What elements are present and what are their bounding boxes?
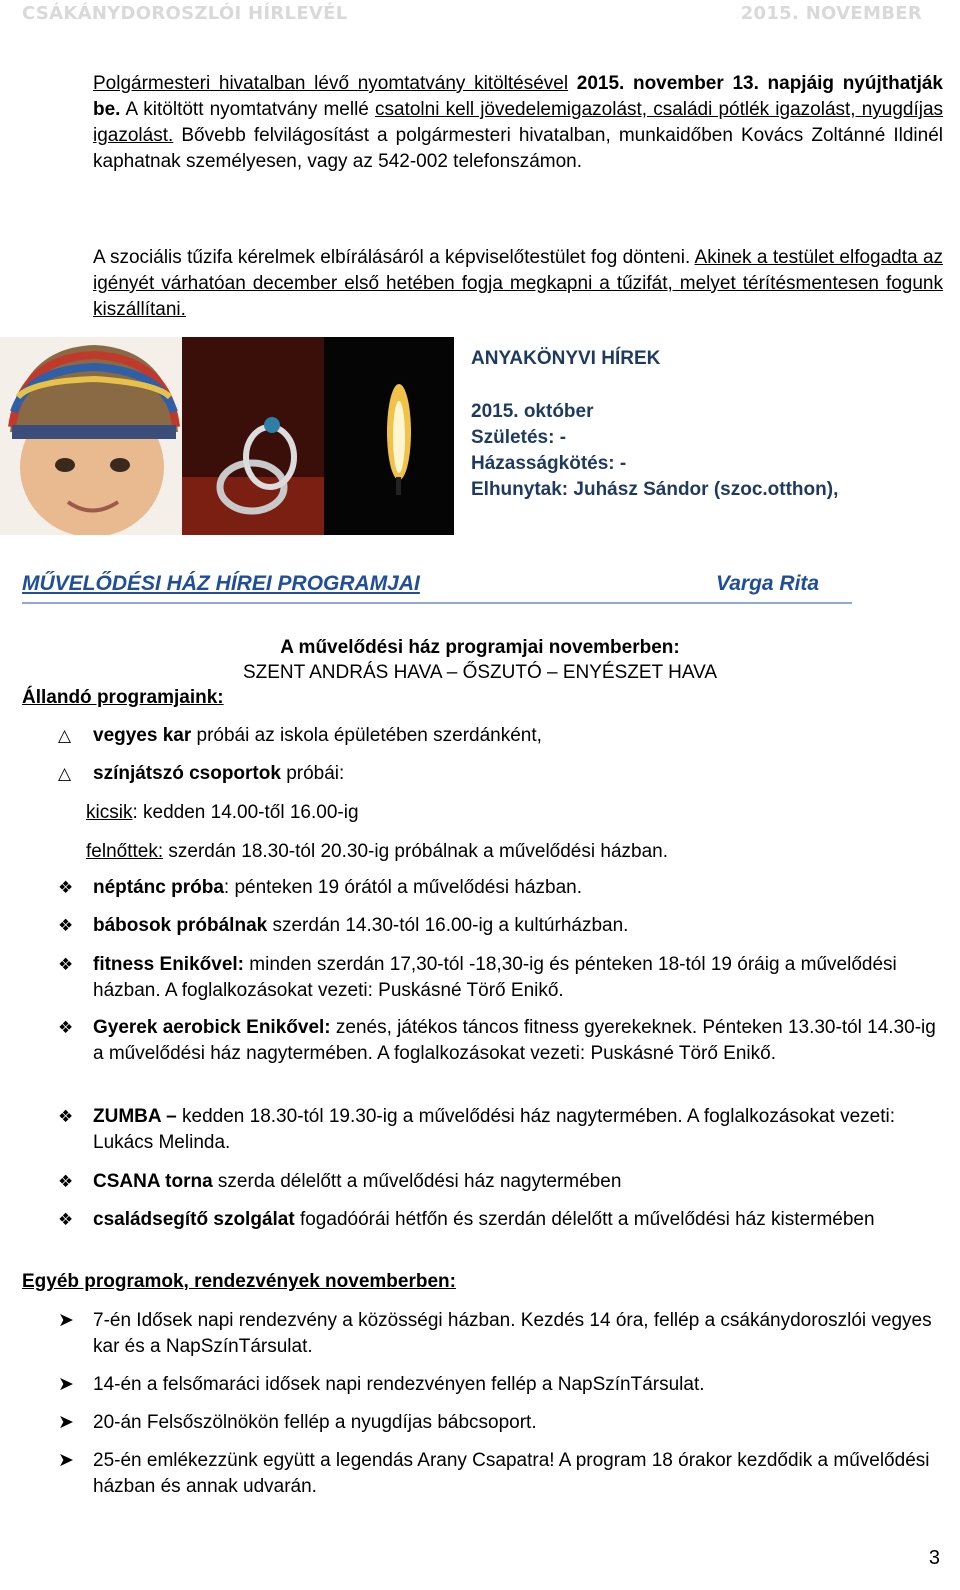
registry-death: Elhunytak: Juhász Sándor (szoc.otthon), <box>471 479 839 500</box>
candle-photo <box>324 337 454 535</box>
firewood-delivery: Akinek a testület elfogadta az igényét várhatóan december első hetében fogja megkapni a tűzifát, melyet térítésmentesen fogunk kiszállítani. <box>93 247 944 320</box>
program-detail: próbái az iskola épületében szerdánként, <box>191 725 542 746</box>
month-names: SZENT ANDRÁS HAVA – ŐSZUTÓ – ENYÉSZET HAVA <box>242 662 718 683</box>
section-divider <box>22 602 852 604</box>
diamond-bullet-icon: ❖ <box>58 955 74 974</box>
culture-house-title: MŰVELŐDÉSI HÁZ HÍREI PROGRAMJAI <box>22 572 420 595</box>
program-item <box>93 913 943 939</box>
program-name: Gyerek aerobick Enikővel: <box>93 1017 331 1038</box>
program-name: CSANA torna <box>93 1171 213 1192</box>
program-item <box>93 1169 943 1195</box>
permanent-programs-heading: Állandó programjaink: <box>22 687 224 708</box>
program-name: családsegítő szolgálat <box>93 1209 295 1230</box>
intro-attachments: csatolni kell jövedelemigazolást, családi pótlék igazolást, nyugdíjas igazolást. <box>93 99 944 146</box>
intro-attach-text: A kitöltött nyomtatvány mellé <box>125 99 369 120</box>
arrow-bullet-icon: ➤ <box>58 1310 74 1331</box>
registry-marriage: Házasságkötés: - <box>471 453 627 474</box>
culture-house-author: Varga Rita <box>716 572 820 595</box>
intro-paragraph <box>93 71 943 175</box>
page-header <box>0 0 960 30</box>
program-item <box>93 875 943 901</box>
diamond-bullet-icon: ❖ <box>58 878 74 897</box>
arrow-bullet-icon: ➤ <box>58 1450 74 1471</box>
peak-bullet-icon: △ <box>58 764 72 783</box>
diamond-bullet-icon: ❖ <box>58 1172 74 1191</box>
group-label: kicsik <box>86 802 133 823</box>
program-detail: fogadóórái hétfőn és szerdán délelőtt a művelődési ház kistermében <box>294 1209 875 1230</box>
program-name: fitness Enikővel: <box>93 954 244 975</box>
registry-birth: Születés: - <box>471 427 567 448</box>
program-name: bábosok próbálnak <box>93 915 268 936</box>
diamond-bullet-icon: ❖ <box>58 916 74 935</box>
program-name: néptánc próba <box>93 877 224 898</box>
program-name: ZUMBA – <box>93 1106 177 1127</box>
intro-deadline: 2015. november 13. napjáig nyújthatják be. <box>93 73 943 120</box>
program-name: színjátszó csoportok <box>93 763 281 784</box>
group-label: felnőttek: <box>86 841 164 862</box>
registry-month: 2015. október <box>471 401 594 422</box>
program-item <box>93 1104 943 1156</box>
event-item: 14-én a felsőmaráci idősek napi rendezvényen fellép a NapSzínTársulat. <box>93 1374 705 1395</box>
program-detail: szerdán 14.30-tól 16.00-ig a kultúrházban. <box>267 915 629 936</box>
diamond-bullet-icon: ❖ <box>58 1107 74 1126</box>
program-detail: szerda délelőtt a művelődési ház nagytermében <box>212 1171 622 1192</box>
peak-bullet-icon: △ <box>58 726 72 745</box>
group-detail: szerdán 18.30-tól 20.30-ig próbálnak a művelődési házban. <box>163 841 668 862</box>
arrow-bullet-icon: ➤ <box>58 1412 74 1433</box>
newsletter-title: CSÁKÁNYDOROSZLÓI HÍRLEVÉL <box>22 3 348 24</box>
issue-date: 2015. NOVEMBER <box>740 3 922 24</box>
program-item <box>93 723 943 749</box>
program-detail: zenés, játékos táncos fitness gyerekeknek. Pénteken 13.30-tól 14.30-ig a művelődési ház nagytermében. A foglalkozásokat vezeti: Puskásné Törő Enikő. <box>93 1017 936 1064</box>
programs-subtitle: A művelődési ház programjai novemberben: <box>280 637 680 658</box>
registry-title: ANYAKÖNYVI HÍREK <box>471 348 661 369</box>
program-name: vegyes kar <box>93 725 192 746</box>
diamond-bullet-icon: ❖ <box>58 1018 74 1037</box>
program-item <box>93 1015 943 1067</box>
arrow-bullet-icon: ➤ <box>58 1374 74 1395</box>
program-detail: kedden 18.30-tól 19.30-ig a művelődési ház nagytermében. A foglalkozásokat vezeti: Lukács Melinda. <box>93 1106 895 1153</box>
group-detail: : kedden 14.00-től 16.00-ig <box>132 802 359 823</box>
program-detail: : pénteken 19 órától a művelődési házban. <box>223 877 582 898</box>
program-subitem <box>86 800 359 826</box>
program-detail: minden szerdán 17,30-tól -18,30-ig és pénteken 18-tól 19 óráig a művelődési házban. A foglalkozásokat vezeti: Puskásné Törő Enikő. <box>93 954 897 1001</box>
program-detail: próbái: <box>280 763 345 784</box>
program-subitem <box>86 839 668 865</box>
intro-form-text: Polgármesteri hivatalban lévő nyomtatvány kitöltésével <box>93 73 569 94</box>
event-item: 25-én emlékezzünk együtt a legendás Arany Csapatra! A program 18 órakor kezdődik a művelődési házban és annak udvarán. <box>93 1450 930 1497</box>
other-programs-heading: Egyéb programok, rendezvények novemberben: <box>22 1271 456 1292</box>
program-item <box>93 952 943 1004</box>
firewood-paragraph <box>93 245 943 323</box>
event-item: 20-án Felsőszölnökön fellép a nyugdíjas bábcsoport. <box>93 1412 537 1433</box>
event-item: 7-én Idősek napi rendezvény a közösségi házban. Kezdés 14 óra, fellép a csákánydoroszlói vegyes kar és a NapSzínTársulat. <box>93 1310 932 1357</box>
baby-photo <box>0 337 182 535</box>
program-item <box>93 761 943 787</box>
intro-info: Bővebb felvilágosítást a polgármesteri hivatalban, munkaidőben Kovács Zoltánné Ildinél kaphatnak személyesen, vagy az 542-002 telefonszámon. <box>93 125 943 172</box>
firewood-decision: A szociális tűzifa kérelmek elbírálásáról a képviselőtestület fog dönteni. <box>93 247 691 268</box>
ring-photo <box>182 337 324 535</box>
page-number: 3 <box>928 1547 940 1569</box>
program-item <box>93 1207 943 1233</box>
diamond-bullet-icon: ❖ <box>58 1210 74 1229</box>
